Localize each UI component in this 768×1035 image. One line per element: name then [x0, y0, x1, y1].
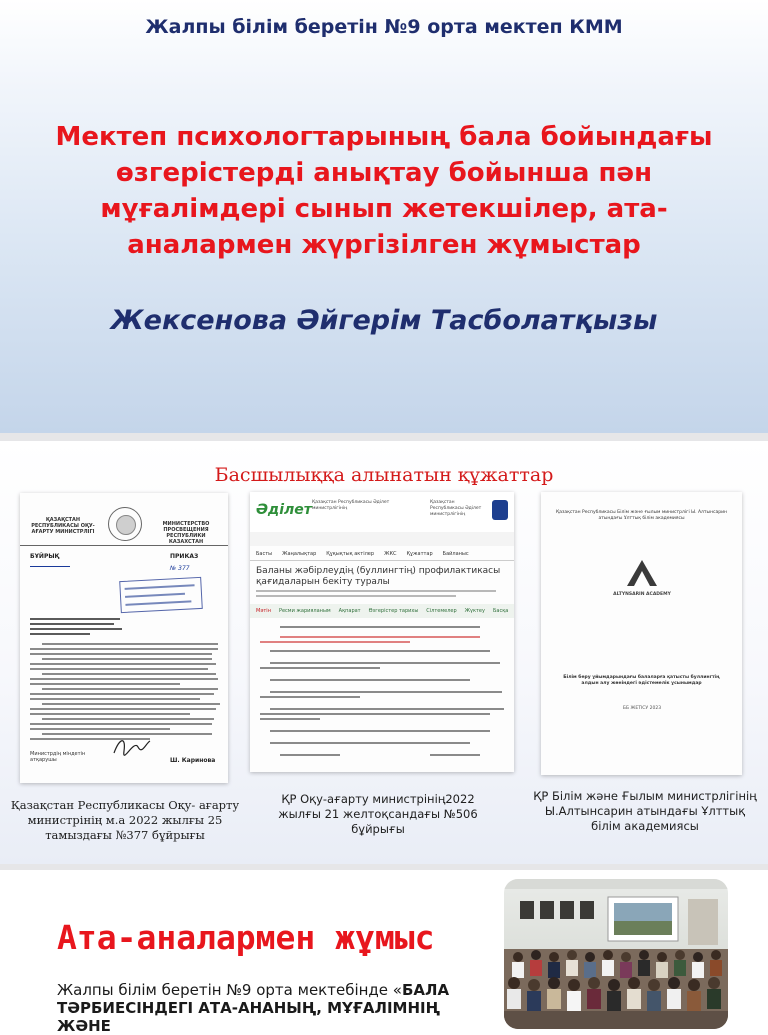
menu-item[interactable]: Басты: [256, 551, 273, 557]
ministry-emblem-icon: [492, 500, 508, 520]
caption-order-506: ҚР Оқу-ағарту министрінің2022 жылғы 21 желтоқсандағы №506 бұйрығы: [278, 792, 478, 836]
ministry-name-ru: МИНИСТЕРСТВО ПРОСВЕЩЕНИЯ РЕСПУБЛИКИ КАЗАХСТАН: [162, 521, 210, 545]
adilet-doc-heading: Баланы жәбірлеудің (буллингтің) профилактикасы қағидаларын бекіту туралы: [256, 566, 501, 587]
academy-brochure-foot: ББ ЖЕТІСУ 2023: [622, 706, 662, 711]
order-kind-ru: ПРИКАЗ: [170, 553, 199, 560]
slide-divider: [0, 433, 768, 441]
tab-official[interactable]: Ресми жарияланым: [278, 608, 331, 614]
adilet-org-text: Қазақстан Республикасы Әділет министрлігінің: [312, 500, 390, 511]
adilet-menu[interactable]: [250, 548, 514, 560]
tab-info[interactable]: Ақпарат: [338, 608, 361, 614]
adilet-tabs[interactable]: [250, 604, 514, 618]
academy-brochure-title: Білім беру ұйымдарындағы балаларға қатысты буллингтің алдын алу жөніндегі әдістемелік ұсынымдар: [563, 675, 720, 686]
menu-item[interactable]: Құқықтық актілер: [326, 551, 375, 557]
order-kind-kz: БҰЙРЫҚ: [30, 553, 60, 560]
signer-name: Ш. Каринова: [170, 757, 216, 764]
registration-stamp: [119, 577, 203, 613]
parents-work-text-bold: БАЛА ТӘРБИЕСІНДЕГІ АТА-АНАНЫҢ, МҰҒАЛІМНІҢ ЖӘНЕ: [57, 981, 450, 1035]
parents-work-heading: Ата-аналармен жұмыс: [57, 918, 435, 957]
caption-order-377: Қазақстан Республикасы Оқу- ағарту министрінің м.а 2022 жылғы 25 тамыздағы №377 бұйрығы: [10, 798, 240, 842]
academy-logo-name: ALTYNSARIN ACADEMY: [613, 592, 671, 597]
tab-other[interactable]: Басқа: [492, 608, 509, 614]
signature-icon: [112, 733, 152, 759]
adilet-ministry-text: Қазақстан Республикасы Әділет министрлігінің: [430, 500, 482, 517]
academy-brochure-thumbnail: [541, 492, 742, 775]
documents-title: Басшылыққа алынатын құжаттар: [214, 464, 554, 486]
state-emblem-icon: [108, 507, 142, 541]
presentation-title: Мектеп психологтарының бала бойындағы өзгерістерді анықтау бойынша пән мұғалімдері сынып жетекшілер, ата-аналармен жүргізілген жұмыстар: [55, 122, 713, 260]
menu-item[interactable]: Байланыс: [442, 551, 469, 557]
academy-logo-icon: [625, 558, 659, 588]
menu-item[interactable]: Жаңалықтар: [282, 551, 317, 557]
tab-text[interactable]: Мәтін: [256, 608, 271, 614]
adilet-header: [250, 492, 514, 533]
menu-item[interactable]: ЖКС: [384, 551, 397, 557]
school-name: Жалпы білім беретін №9 орта мектеп КММ: [145, 16, 623, 38]
author-name: Жексенова Әйгерім Тасболатқызы: [110, 305, 658, 336]
slide-parents-work: [0, 870, 768, 1035]
parents-work-text: [57, 981, 497, 1035]
menu-item[interactable]: Құжаттар: [406, 551, 433, 557]
tab-links[interactable]: Сілтемелер: [426, 608, 457, 614]
slide-documents: [0, 441, 768, 864]
signer-position: Министрдің міндетін атқарушы: [30, 751, 86, 763]
slide-title: [0, 0, 768, 433]
adilet-logo: Әділет: [256, 502, 312, 518]
academy-top-text: Қазақстан Республикасы Білім және ғылым министрлігі Ы. Алтынсарин атындағы Ұлттық білім академиясы: [556, 510, 727, 521]
ministry-name-kz: ҚАЗАҚСТАН РЕСПУБЛИКАСЫ ОҚУ-АҒАРТУ МИНИСТРЛІГІ: [31, 517, 95, 535]
caption-academy: ҚР Білім және Ғылым министрлігінің Ы.Алтынсарин атындағы Ұлттық білім академиясы: [533, 789, 757, 833]
parents-work-text-prefix: Жалпы білім беретін №9 орта мектебінде «: [57, 981, 402, 999]
meeting-photo-image: [504, 879, 728, 1029]
tab-download[interactable]: Жүктеу: [464, 608, 485, 614]
order-number: № 377: [170, 565, 190, 572]
order-377-thumbnail: [20, 493, 228, 783]
tab-history[interactable]: Өзгерістер тарихы: [368, 608, 419, 614]
parents-meeting-photo: [504, 879, 728, 1029]
adilet-page-thumbnail: [250, 492, 514, 772]
